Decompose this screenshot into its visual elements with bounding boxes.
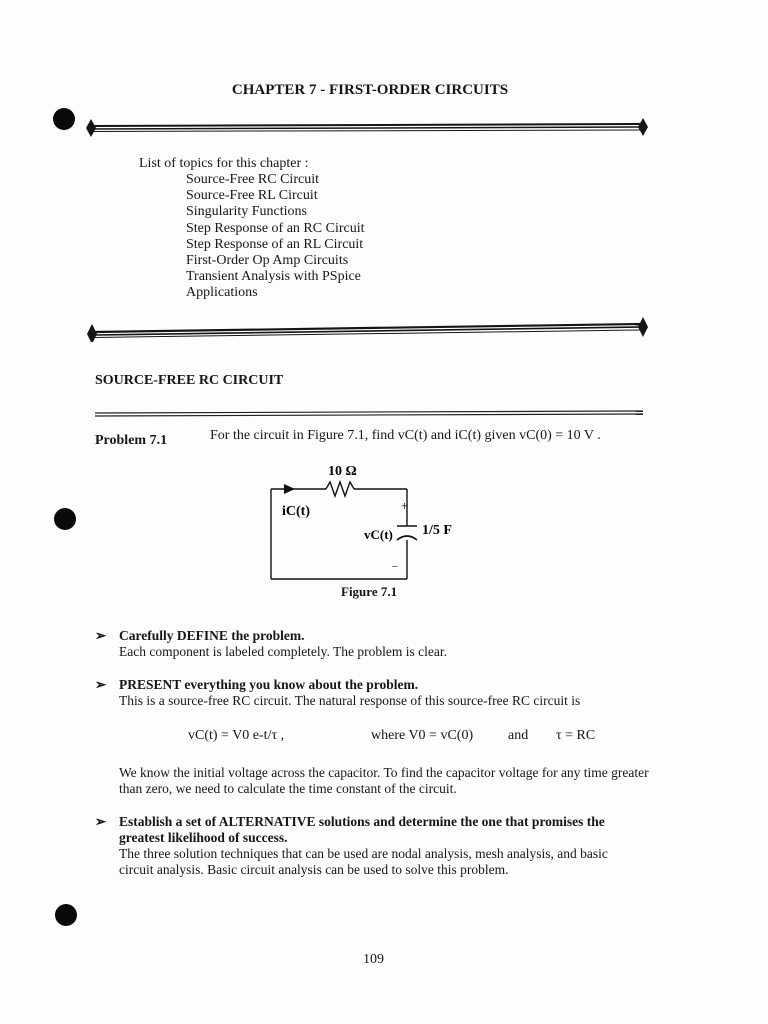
problem-label: Problem 7.1 [95,433,168,448]
bottom-divider-rule [84,312,656,342]
step-body: This is a source-free RC circuit. The natural response of this source-free RC circuit is [119,693,581,708]
problem-text: For the circuit in Figure 7.1, find vC(t) and iC(t) given vC(0) = 10 V . [210,428,601,443]
step-body: The three solution techniques that can be used are nodal analysis, mesh analysis, and basic circuit analysis. Basic circuit analysis can be used to solve this problem. [119,846,608,877]
step-heading: PRESENT everything you know about the problem. [119,677,419,692]
current-arrow-icon [284,484,295,494]
bullet-arrow-icon: ➢ [95,814,107,829]
initial-voltage-paragraph: We know the initial voltage across the capacitor. To find the capacitor voltage for any time greater than zero, we need to calculate the time constant of the circuit. [119,765,649,796]
topic-item: Transient Analysis with PSpice [186,269,361,285]
bullet-arrow-icon: ➢ [95,677,107,692]
topic-item: Step Response of an RL Circuit [186,236,364,252]
capacitor-label: 1/5 F [422,523,452,538]
binder-hole-middle [54,508,76,530]
step-alternatives [95,814,644,878]
top-divider-rule [84,114,656,140]
rc-circuit-diagram [260,458,490,584]
topic-item: Source-Free RC Circuit [186,172,319,187]
binder-hole-top [53,108,75,130]
bullet-arrow-icon: ➢ [95,628,107,643]
step-define [95,628,679,660]
topic-list [186,172,365,302]
page-number: 109 [363,952,384,967]
topic-item: Applications [186,285,258,301]
equation-where: where V0 = vC(0) [371,728,474,743]
equation-tau: τ = RC [556,728,596,743]
topic-item: First-Order Op Amp Circuits [186,253,349,269]
equation-lhs: vC(t) = V0 e-t/τ , [188,728,285,743]
plus-sign: + [401,498,409,513]
current-label: iC(t) [282,504,310,519]
section-rule [95,408,645,420]
chapter-title: CHAPTER 7 - FIRST-ORDER CIRCUITS [231,82,509,98]
topics-intro: List of topics for this chapter : [139,156,309,171]
topic-item: Singularity Functions [186,204,307,220]
equation-and: and [508,728,529,743]
step-body: Each component is labeled completely. The problem is clear. [119,644,448,659]
section-heading: SOURCE-FREE RC CIRCUIT [95,373,284,388]
topic-item: Source-Free RL Circuit [186,188,318,204]
figure-caption: Figure 7.1 [341,584,398,599]
binder-hole-bottom [55,904,77,926]
resistor-label: 10 Ω [328,464,357,479]
step-present [95,677,679,709]
step-heading: Carefully DEFINE the problem. [119,628,305,643]
minus-sign: – [392,560,398,572]
topic-item: Step Response of an RC Circuit [186,220,365,236]
step-heading: Establish a set of ALTERNATIVE solutions and determine the one that promises the greatest likelihood of success. [119,814,605,845]
voltage-label: vC(t) [364,527,393,542]
